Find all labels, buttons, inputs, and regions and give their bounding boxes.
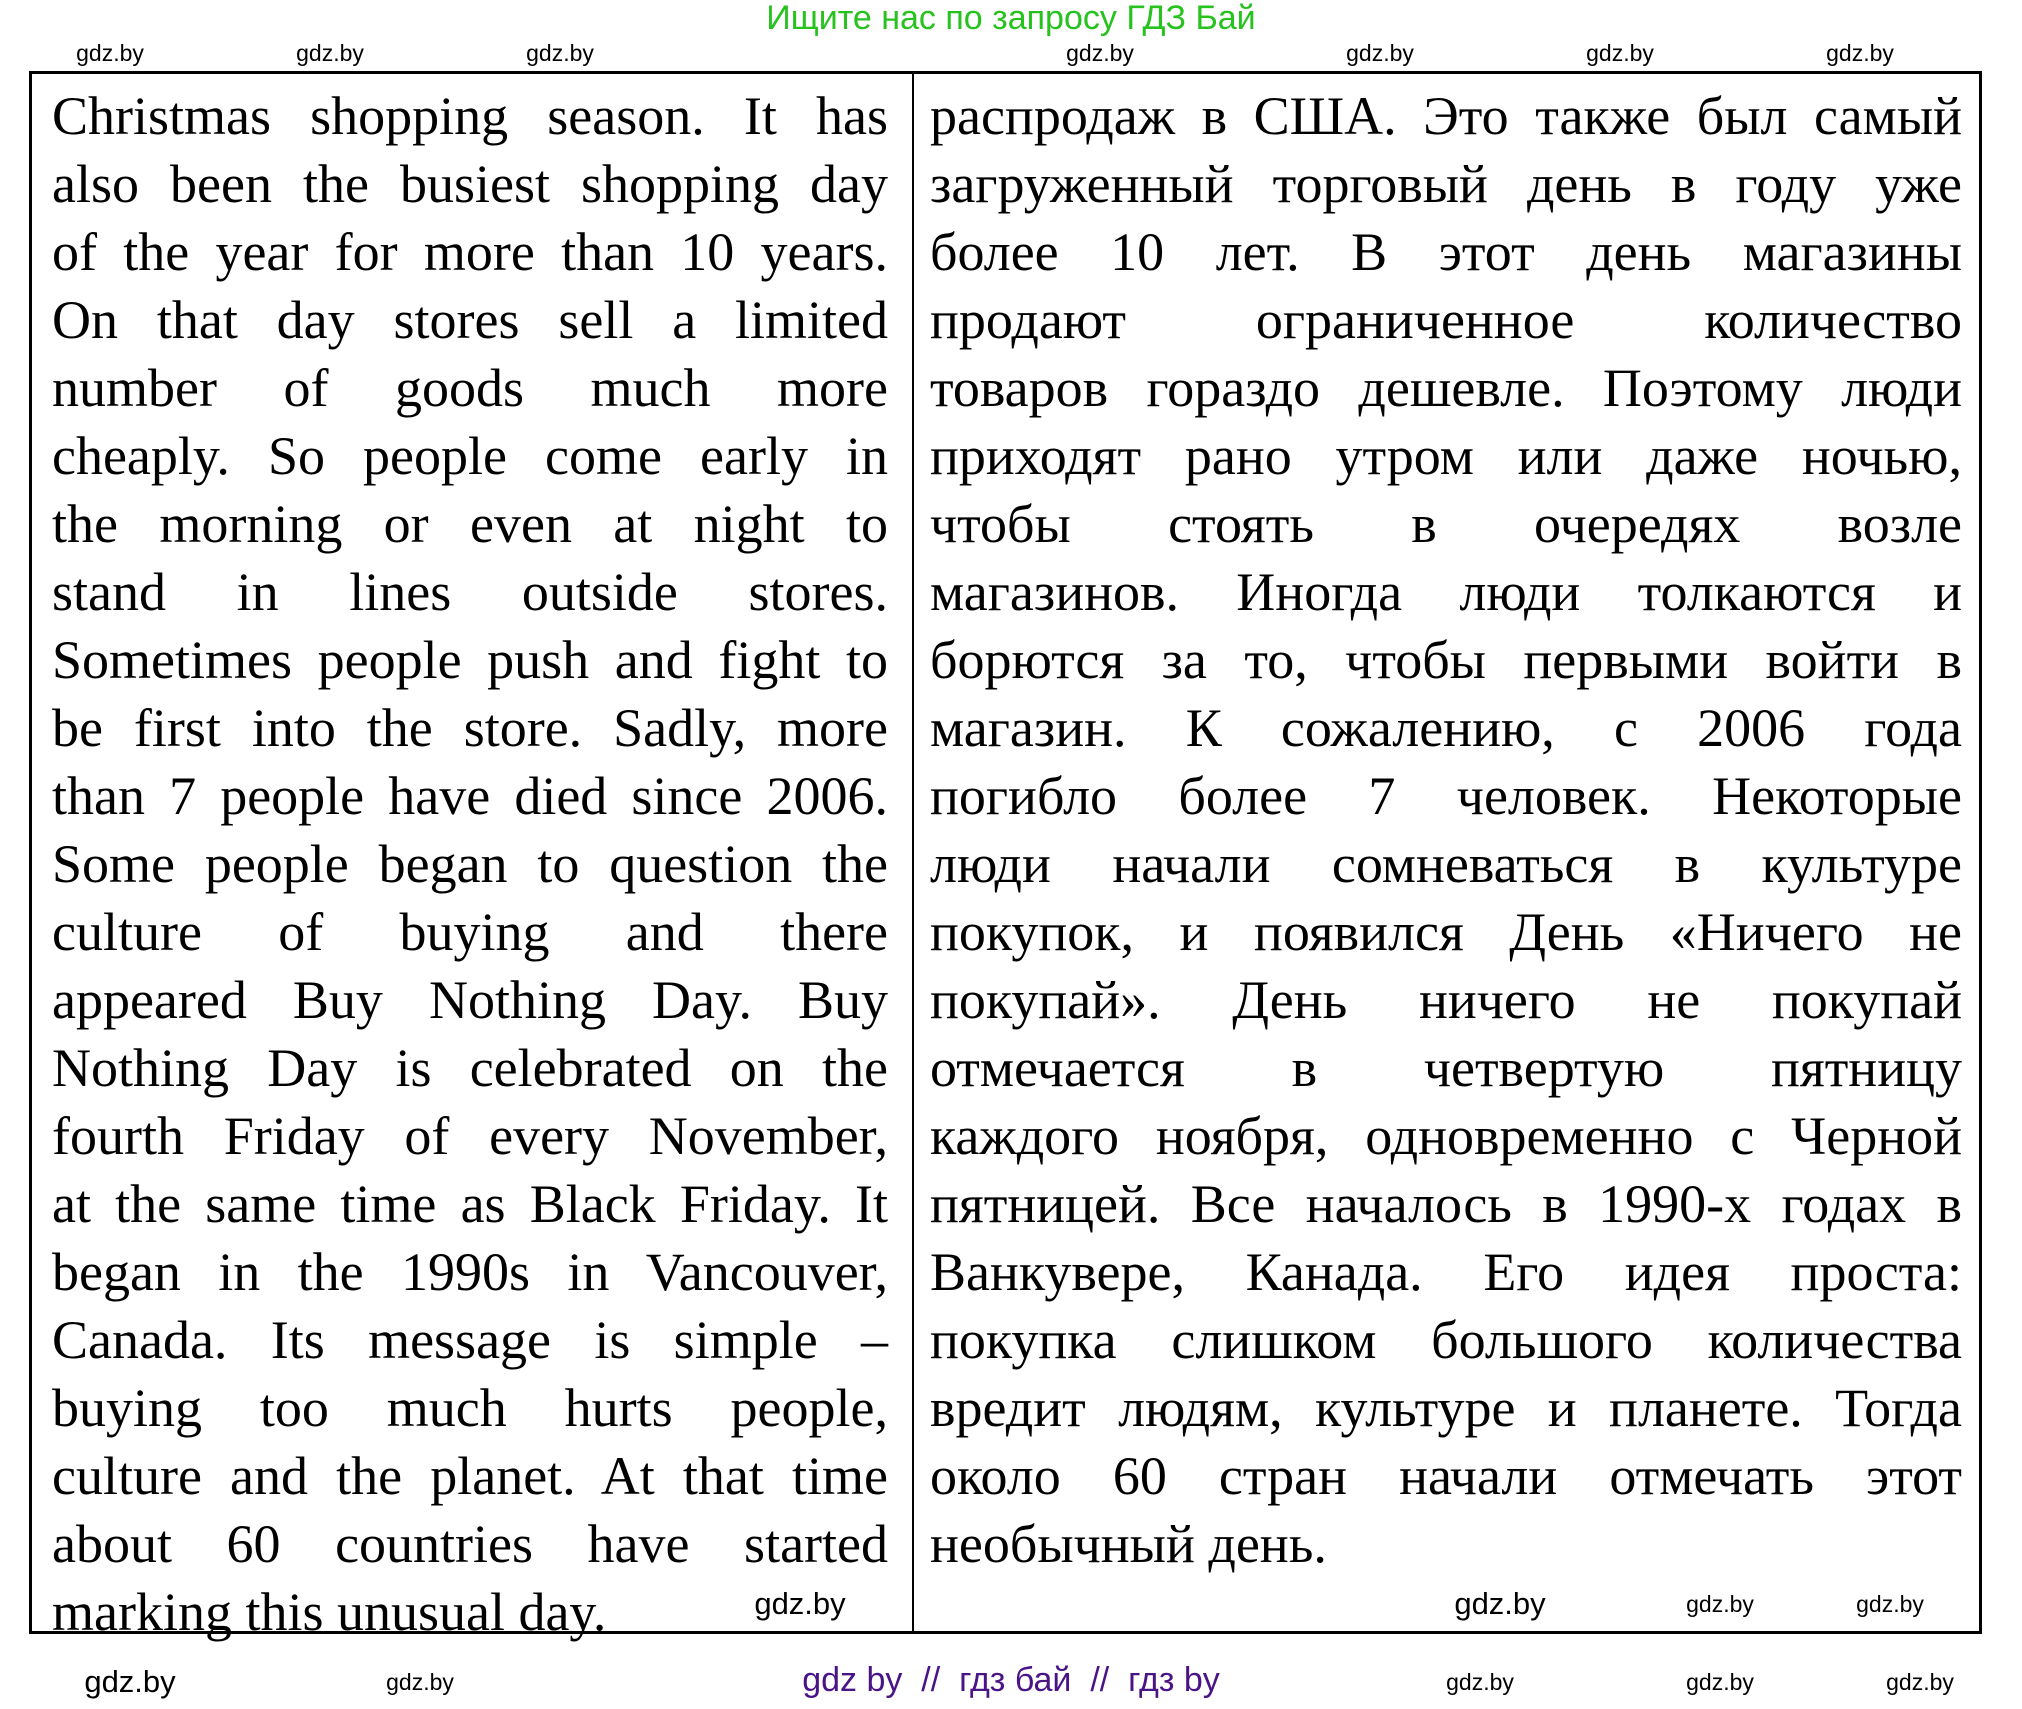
watermark: gdz.by <box>1826 40 1894 66</box>
text-line: чтобы стоять в очередях возле <box>930 494 1962 554</box>
text-line: пятницей. Все началось в 1990-х годах в <box>930 1174 1962 1234</box>
text-line: приходят рано утром или даже ночью, <box>930 426 1962 486</box>
text-line: Ванкувере, Канада. Его идея проста: <box>930 1242 1962 1302</box>
text-line: магазин. К сожалению, с 2006 года <box>930 698 1962 758</box>
text-line: люди начали сомневаться в культуре <box>930 834 1962 894</box>
text-line: also been the busiest shopping day <box>52 154 888 214</box>
text-line: began in the 1990s in Vancouver, <box>52 1242 888 1302</box>
text-line: более 10 лет. В этот день магазины <box>930 222 1962 282</box>
watermark: gdz.by <box>754 1586 846 1621</box>
text-line: than 7 people have died since 2006. <box>52 766 888 826</box>
column-divider <box>912 74 914 1631</box>
watermark: gdz.by <box>84 1664 176 1699</box>
text-line: buying too much hurts people, <box>52 1378 888 1438</box>
text-line: отмечается в четвертую пятницу <box>930 1038 1962 1098</box>
watermark: gdz.by <box>1886 1669 1954 1695</box>
russian-text-column <box>930 82 1962 1578</box>
text-line: покупок, и появился День «Ничего не <box>930 902 1962 962</box>
search-banner: Ищите нас по запросу ГДЗ Бай <box>766 0 1256 37</box>
bilingual-text-table <box>29 71 1982 1642</box>
text-line: appeared Buy Nothing Day. Buy <box>52 970 888 1030</box>
text-line: Sometimes people push and fight to <box>52 630 888 690</box>
watermark: gdz.by <box>386 1669 454 1695</box>
text-line: culture and the planet. At that time <box>52 1446 888 1506</box>
text-line: culture of buying and there <box>52 902 888 962</box>
watermark: gdz.by <box>1686 1669 1754 1695</box>
text-line: каждого ноября, одновременно с Черной <box>930 1106 1962 1166</box>
text-line: stand in lines outside stores. <box>52 562 888 622</box>
text-line: борются за то, чтобы первыми войти в <box>930 630 1962 690</box>
watermark: gdz.by <box>1346 40 1414 66</box>
text-line: магазинов. Иногда люди толкаются и <box>930 562 1962 622</box>
text-line: marking this unusual day. <box>52 1582 607 1642</box>
text-line: вредит людям, культуре и планете. Тогда <box>930 1378 1962 1438</box>
text-line: number of goods much more <box>52 358 888 418</box>
watermark: gdz.by <box>1066 40 1134 66</box>
english-text-column <box>52 82 888 1646</box>
text-line: покупай». День ничего не покупай <box>930 970 1962 1030</box>
watermark: gdz.by <box>526 40 594 66</box>
watermark: gdz.by <box>1586 40 1654 66</box>
watermark: gdz.by <box>76 40 144 66</box>
footer-links: gdz by // гдз бай // гдз by <box>802 1661 1220 1699</box>
text-line: of the year for more than 10 years. <box>52 222 888 282</box>
text-line: товаров гораздо дешевле. Поэтому люди <box>930 358 1962 418</box>
text-line: about 60 countries have started <box>52 1514 888 1574</box>
watermark: gdz.by <box>1686 1591 1754 1617</box>
text-line: On that day stores sell a limited <box>52 290 888 350</box>
text-line: be first into the store. Sadly, more <box>52 698 888 758</box>
watermark: gdz.by <box>296 40 364 66</box>
text-line: продают ограниченное количество <box>930 290 1962 350</box>
text-line: загруженный торговый день в году уже <box>930 154 1962 214</box>
text-line: cheaply. So people come early in <box>52 426 888 486</box>
watermark: gdz.by <box>1856 1591 1924 1617</box>
text-line: необычный день. <box>930 1514 1327 1574</box>
watermark: gdz.by <box>1454 1586 1546 1621</box>
text-line: Christmas shopping season. It has <box>52 86 888 146</box>
text-line: at the same time as Black Friday. It <box>52 1174 888 1234</box>
text-line: Some people began to question the <box>52 834 888 894</box>
watermark: gdz.by <box>1446 1669 1514 1695</box>
text-line: fourth Friday of every November, <box>52 1106 888 1166</box>
text-line: the morning or even at night to <box>52 494 888 554</box>
text-line: погибло более 7 человек. Некоторые <box>930 766 1962 826</box>
text-line: около 60 стран начали отмечать этот <box>930 1446 1962 1506</box>
text-line: Canada. Its message is simple – <box>52 1310 888 1370</box>
text-line: Nothing Day is celebrated on the <box>52 1038 888 1098</box>
text-line: распродаж в США. Это также был самый <box>930 86 1962 146</box>
text-line: покупка слишком большого количества <box>930 1310 1962 1370</box>
